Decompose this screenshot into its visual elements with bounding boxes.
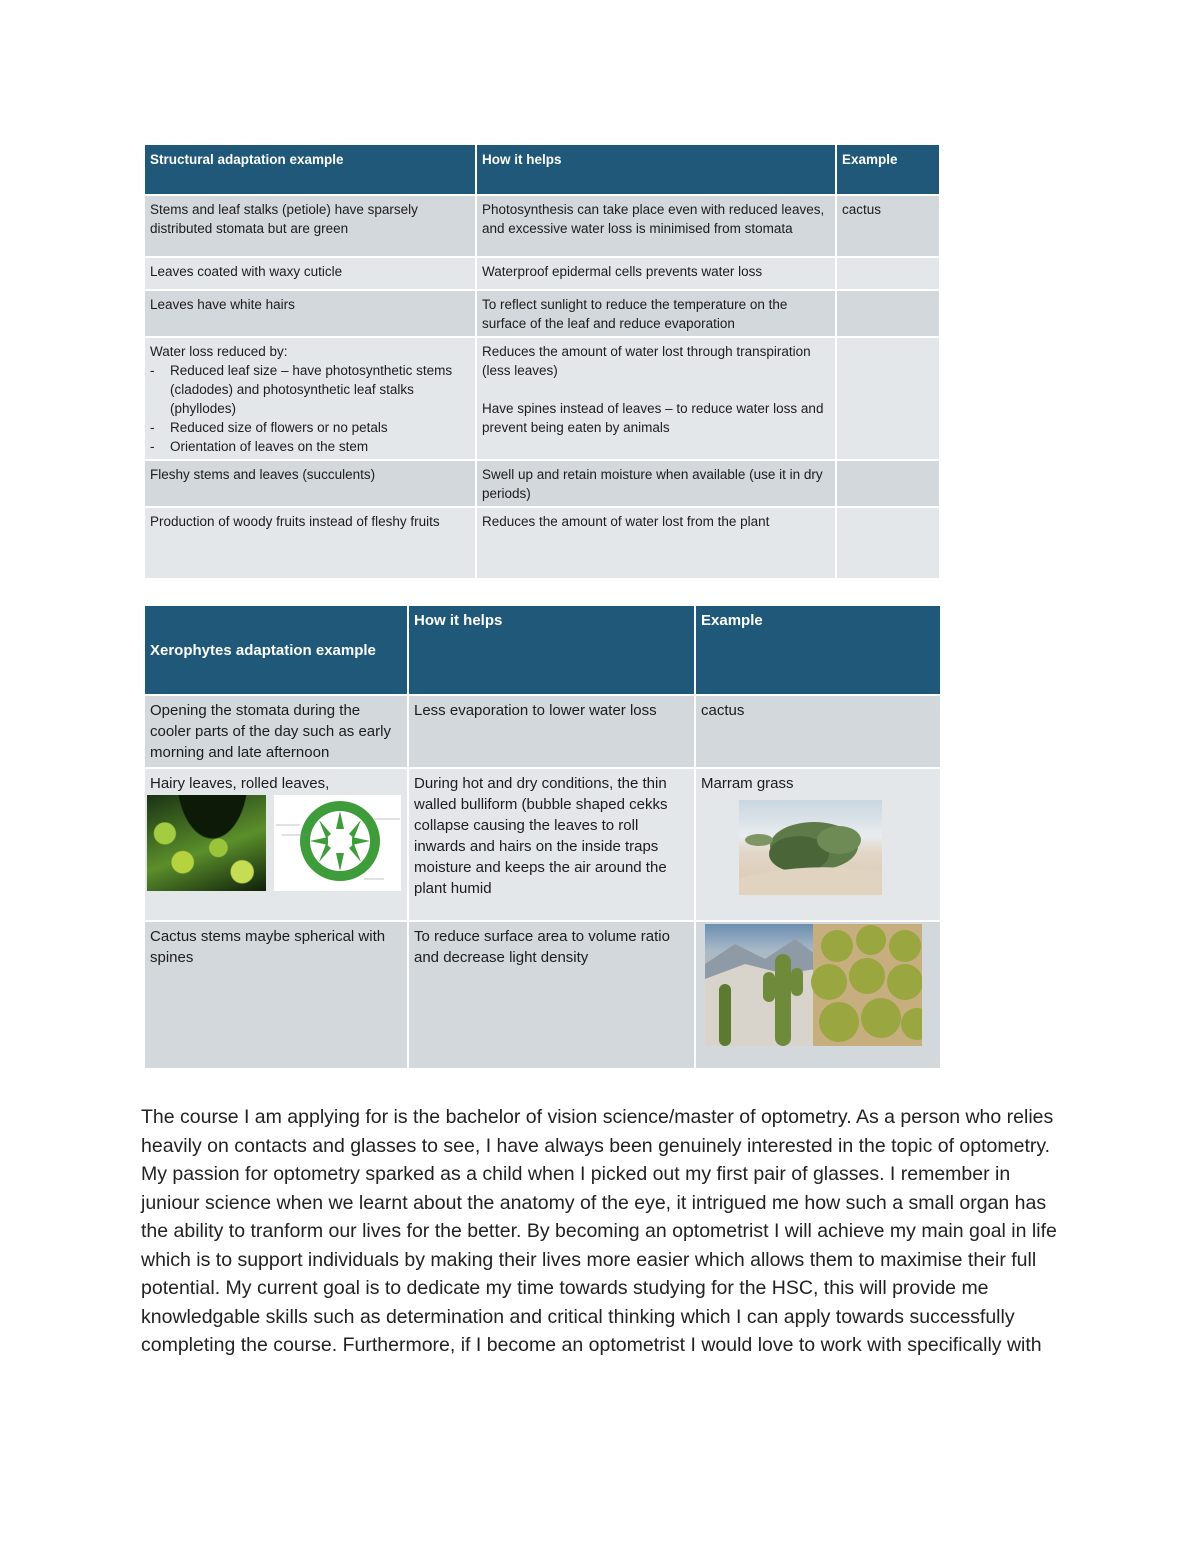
table-cell: Waterproof epidermal cells prevents water loss — [476, 257, 836, 290]
table-cell: Swell up and retain moisture when available (use it in dry periods) — [476, 460, 836, 507]
marram-grass-image — [739, 800, 882, 895]
column-header: How it helps — [476, 144, 836, 195]
table-cell: During hot and dry conditions, the thin walled bulliform (bubble shaped cekks collapse causing the leaves to roll inwards and hairs on the inside traps moisture and keeps the air around the plant humid — [408, 768, 695, 921]
table-cell — [144, 768, 408, 921]
table-cell: Opening the stomata during the cooler parts of the day such as early morning and late afternoon — [144, 695, 408, 768]
structural-adaptation-table — [143, 143, 941, 580]
table-row — [144, 921, 941, 1069]
table-cell: Less evaporation to lower water loss — [408, 695, 695, 768]
table-cell — [144, 337, 476, 460]
table-row — [144, 337, 940, 460]
table-cell: Leaves have white hairs — [144, 290, 476, 337]
table-cell — [836, 337, 940, 460]
table-row — [144, 768, 941, 921]
table-cell — [695, 768, 941, 921]
table-cell — [836, 507, 940, 579]
cell-text: Marram grass — [701, 775, 794, 792]
table-row — [144, 257, 940, 290]
rolled-leaf-diagram-image — [274, 795, 401, 891]
column-header: How it helps — [408, 605, 695, 695]
column-header: Xerophytes adaptation example — [144, 605, 408, 695]
table-cell: Photosynthesis can take place even with reduced leaves, and excessive water loss is minimised from stomata — [476, 195, 836, 257]
table-header-row — [144, 144, 940, 195]
cactus-image — [705, 924, 922, 1046]
xerophytes-adaptation-table — [143, 604, 942, 1070]
list-item: - Orientation of leaves on the stem — [170, 437, 469, 456]
essay-paragraph: The course I am applying for is the bachelor of vision science/master of optometry. As a person who relies heavily on contacts and glasses to see, I have always been genuinely interested in the topic of optometry. My passion for optometry sparked as a child when I picked out my first pair of glasses. I remember in juniour science when we learnt about the anatomy of the eye, it intrigued me how such a small organ has the ability to tranform our lives for the better. By becoming an optometrist I will achieve my main goal in life which is to support individuals by making their lives more easier which allows them to maximise their full potential. My current goal is to dedicate my time towards studying for the HSC, this will provide me knowledgable skills such as determination and critical thinking which I can apply towards successfully completing the course. Furthermore, if I become an optometrist I would love to work with specifically with — [141, 1106, 1057, 1356]
leaf-image-group — [147, 795, 401, 891]
table-cell: Fleshy stems and leaves (succulents) — [144, 460, 476, 507]
table-cell — [695, 921, 941, 1069]
table-cell — [836, 290, 940, 337]
cell-text: Hairy leaves, rolled leaves, — [150, 775, 330, 792]
table-row — [144, 195, 940, 257]
table-header-row — [144, 605, 941, 695]
table-cell: cactus — [836, 195, 940, 257]
table-cell — [476, 337, 836, 460]
list-item: - Reduced size of flowers or no petals — [170, 418, 469, 437]
table-row — [144, 507, 940, 579]
table-cell: Cactus stems maybe spherical with spines — [144, 921, 408, 1069]
table-cell: cactus — [695, 695, 941, 768]
table-cell: Leaves coated with waxy cuticle — [144, 257, 476, 290]
column-header: Example — [836, 144, 940, 195]
table-cell: To reduce surface area to volume ratio and decrease light density — [408, 921, 695, 1069]
cell-intro: Water loss reduced by: — [150, 344, 288, 359]
list-item: - Reduced leaf size – have photosynthetic stems (cladodes) and photosynthetic leaf stalks (phyllodes) — [170, 361, 469, 418]
table-cell — [836, 460, 940, 507]
table-cell: Stems and leaf stalks (petiole) have sparsely distributed stomata but are green — [144, 195, 476, 257]
table-row — [144, 695, 941, 768]
table-cell: Production of woody fruits instead of fleshy fruits — [144, 507, 476, 579]
cell-paragraph: Reduces the amount of water lost through transpiration (less leaves) — [482, 344, 811, 378]
column-header: Example — [695, 605, 941, 695]
table-row — [144, 460, 940, 507]
table-cell: Reduces the amount of water lost from the plant — [476, 507, 836, 579]
bullet-list — [150, 361, 469, 456]
table-cell — [836, 257, 940, 290]
column-header: Structural adaptation example — [144, 144, 476, 195]
cell-paragraph: Have spines instead of leaves – to reduce water loss and prevent being eaten by animals — [482, 401, 824, 435]
rolled-leaf-micrograph-image — [147, 795, 266, 891]
table-row — [144, 290, 940, 337]
table-cell: To reflect sunlight to reduce the temperature on the surface of the leaf and reduce evaporation — [476, 290, 836, 337]
